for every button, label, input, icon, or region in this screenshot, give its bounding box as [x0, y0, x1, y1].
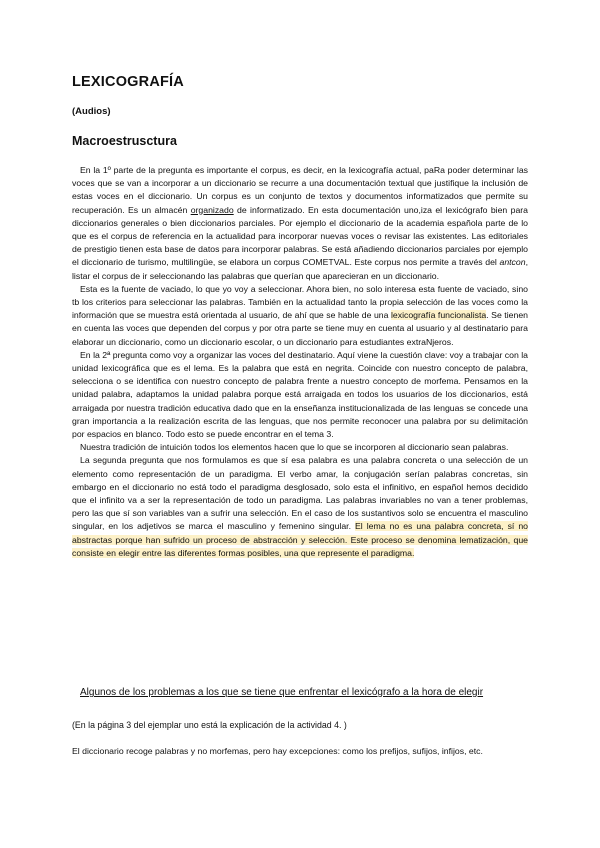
- subtitle: (Audios): [72, 106, 111, 117]
- final-paragraph: El diccionario recoge palabras y no morfemas, pero hay excepciones: como los prefijos, sufijos, infijos, etc.: [72, 746, 483, 756]
- paragraph-1: En la 1º parte de la pregunta es importante el corpus, es decir, en la lexicografía actual, paRa poder determinar las voces que se van a incorporar a un diccionario se recurre a una documentación textual que justifique la inclusión de estas voces en el diccionario. Un corpus es un conjunto de textos y documentos informatizados que permite su recuperación. Es un almacén organizado de informatizado. En esta documentación uno,iza el lexicógrafo bien para diccionarios generales o bien diccionarios parciales. Por ejemplo el diccionario de la academia española parte de lo que es el corpus de referencia en la actualidad para incorporar nuevas voces o revisar las existentes. Las editoriales de prestigio tienen esta base de datos para incorporar palabras. Se está añadiendo diccionarios parciales por ejemplo el diccionario de turismo, multilingüe, se elabora un corpus COMETVAL. Este corpus nos permite a través del antcon, listar el corpus de ir seleccionando las palabras que querían que aparecieran en un diccionario.: [72, 165, 528, 281]
- section-heading: Macroestrusctura: [72, 134, 177, 148]
- paragraph-4: Nuestra tradición de intuición todos los elementos hacen que lo que se incorporen al diccionario sean palabras.: [80, 442, 509, 453]
- subheading: Algunos de los problemas a los que se tiene que enfrentar el lexicógrafo a la hora de elegir: [80, 687, 484, 698]
- italic-word: antcon: [499, 257, 526, 268]
- paragraph-2: Esta es la fuente de vaciado, lo que yo voy a seleccionar. Ahora bien, no solo interesa esta fuente de vaciado, sino tb los criterios para seleccionar las palabras. También en la actualidad tanto la propia selección de las voces como la información que se muestra está orientada al usuario, de ahí que se hable de una lexicografía funcionalista. Se tienen en cuenta las voces que dependen del corpus y por otra parte se tiene muy en cuenta al usuario y al destinatario para elaborar un diccionario, como un diccionario escolar, o un diccionario para estudiantes extraNjeros.: [72, 283, 528, 347]
- page-title: LEXICOGRAFÍA: [72, 74, 184, 90]
- activity-note: (En la página 3 del ejemplar uno está la explicación de la actividad 4. ): [72, 720, 347, 730]
- underlined-word: organizado: [190, 204, 234, 215]
- highlighted-passage: El lema no es una palabra concreta, sí no abstractas porque han sufrido un proceso de abstracción y selección. Este proceso se denomina lematización, que consiste en elegir entre las diferentes formas posibles, una que represente el paradigma.: [72, 521, 528, 558]
- highlighted-term: lexicografía funcionalista: [390, 310, 487, 321]
- paragraph-5: La segunda pregunta que nos formulamos es que sí esa palabra es una palabra concreta o una selección de un elemento como representación de un paradigma. El verbo amar, la conjugación serían palabras concretas, sin embargo en el diccionario no está todo el paradigma desglosado, solo esta el infinitivo, en español hemos decidido que el infinito va a ser la representación de todo un paradigma. Las palabras invariables no van a tener problemas, pero las que sí son variables van a sufrir una selección. En el caso de los sustantivos solo se encuentra el masculino singular, en los adjetivos se marca el masculino y femenino singular. El lema no es una palabra concreta, sí no abstractas porque han sufrido un proceso de abstracción y selección. Este proceso se denomina lematización, que consiste en elegir entre las diferentes formas posibles, una que represente el paradigma.: [72, 455, 528, 558]
- paragraph-3: En la 2ª pregunta como voy a organizar las voces del destinatario. Aquí viene la cuestión clave: voy a trabajar con la unidad lexicográfica que es el lema. Es la palabra que está en negrita. Coincide con nuestro concepto de palabra, selecciona o se identifica con nuestro concepto de palabra frente a nuestro concepto de morfema. Pensamos en la unidad palabra, adaptamos la unidad palabra porque está arraigada en todos los usuarios de los diccionarios, está arraigada por nuestra tradición educativa dado que en la enseñanza institucionalizada de las lenguas se concede una gran importancia a la realización escrita de las lenguas, que nos permite reconocer una palabra por su delimitación por espacios en blanco. Todo esto se puede encontrar en el tema 3.: [72, 349, 528, 440]
- body-text: [72, 164, 528, 560]
